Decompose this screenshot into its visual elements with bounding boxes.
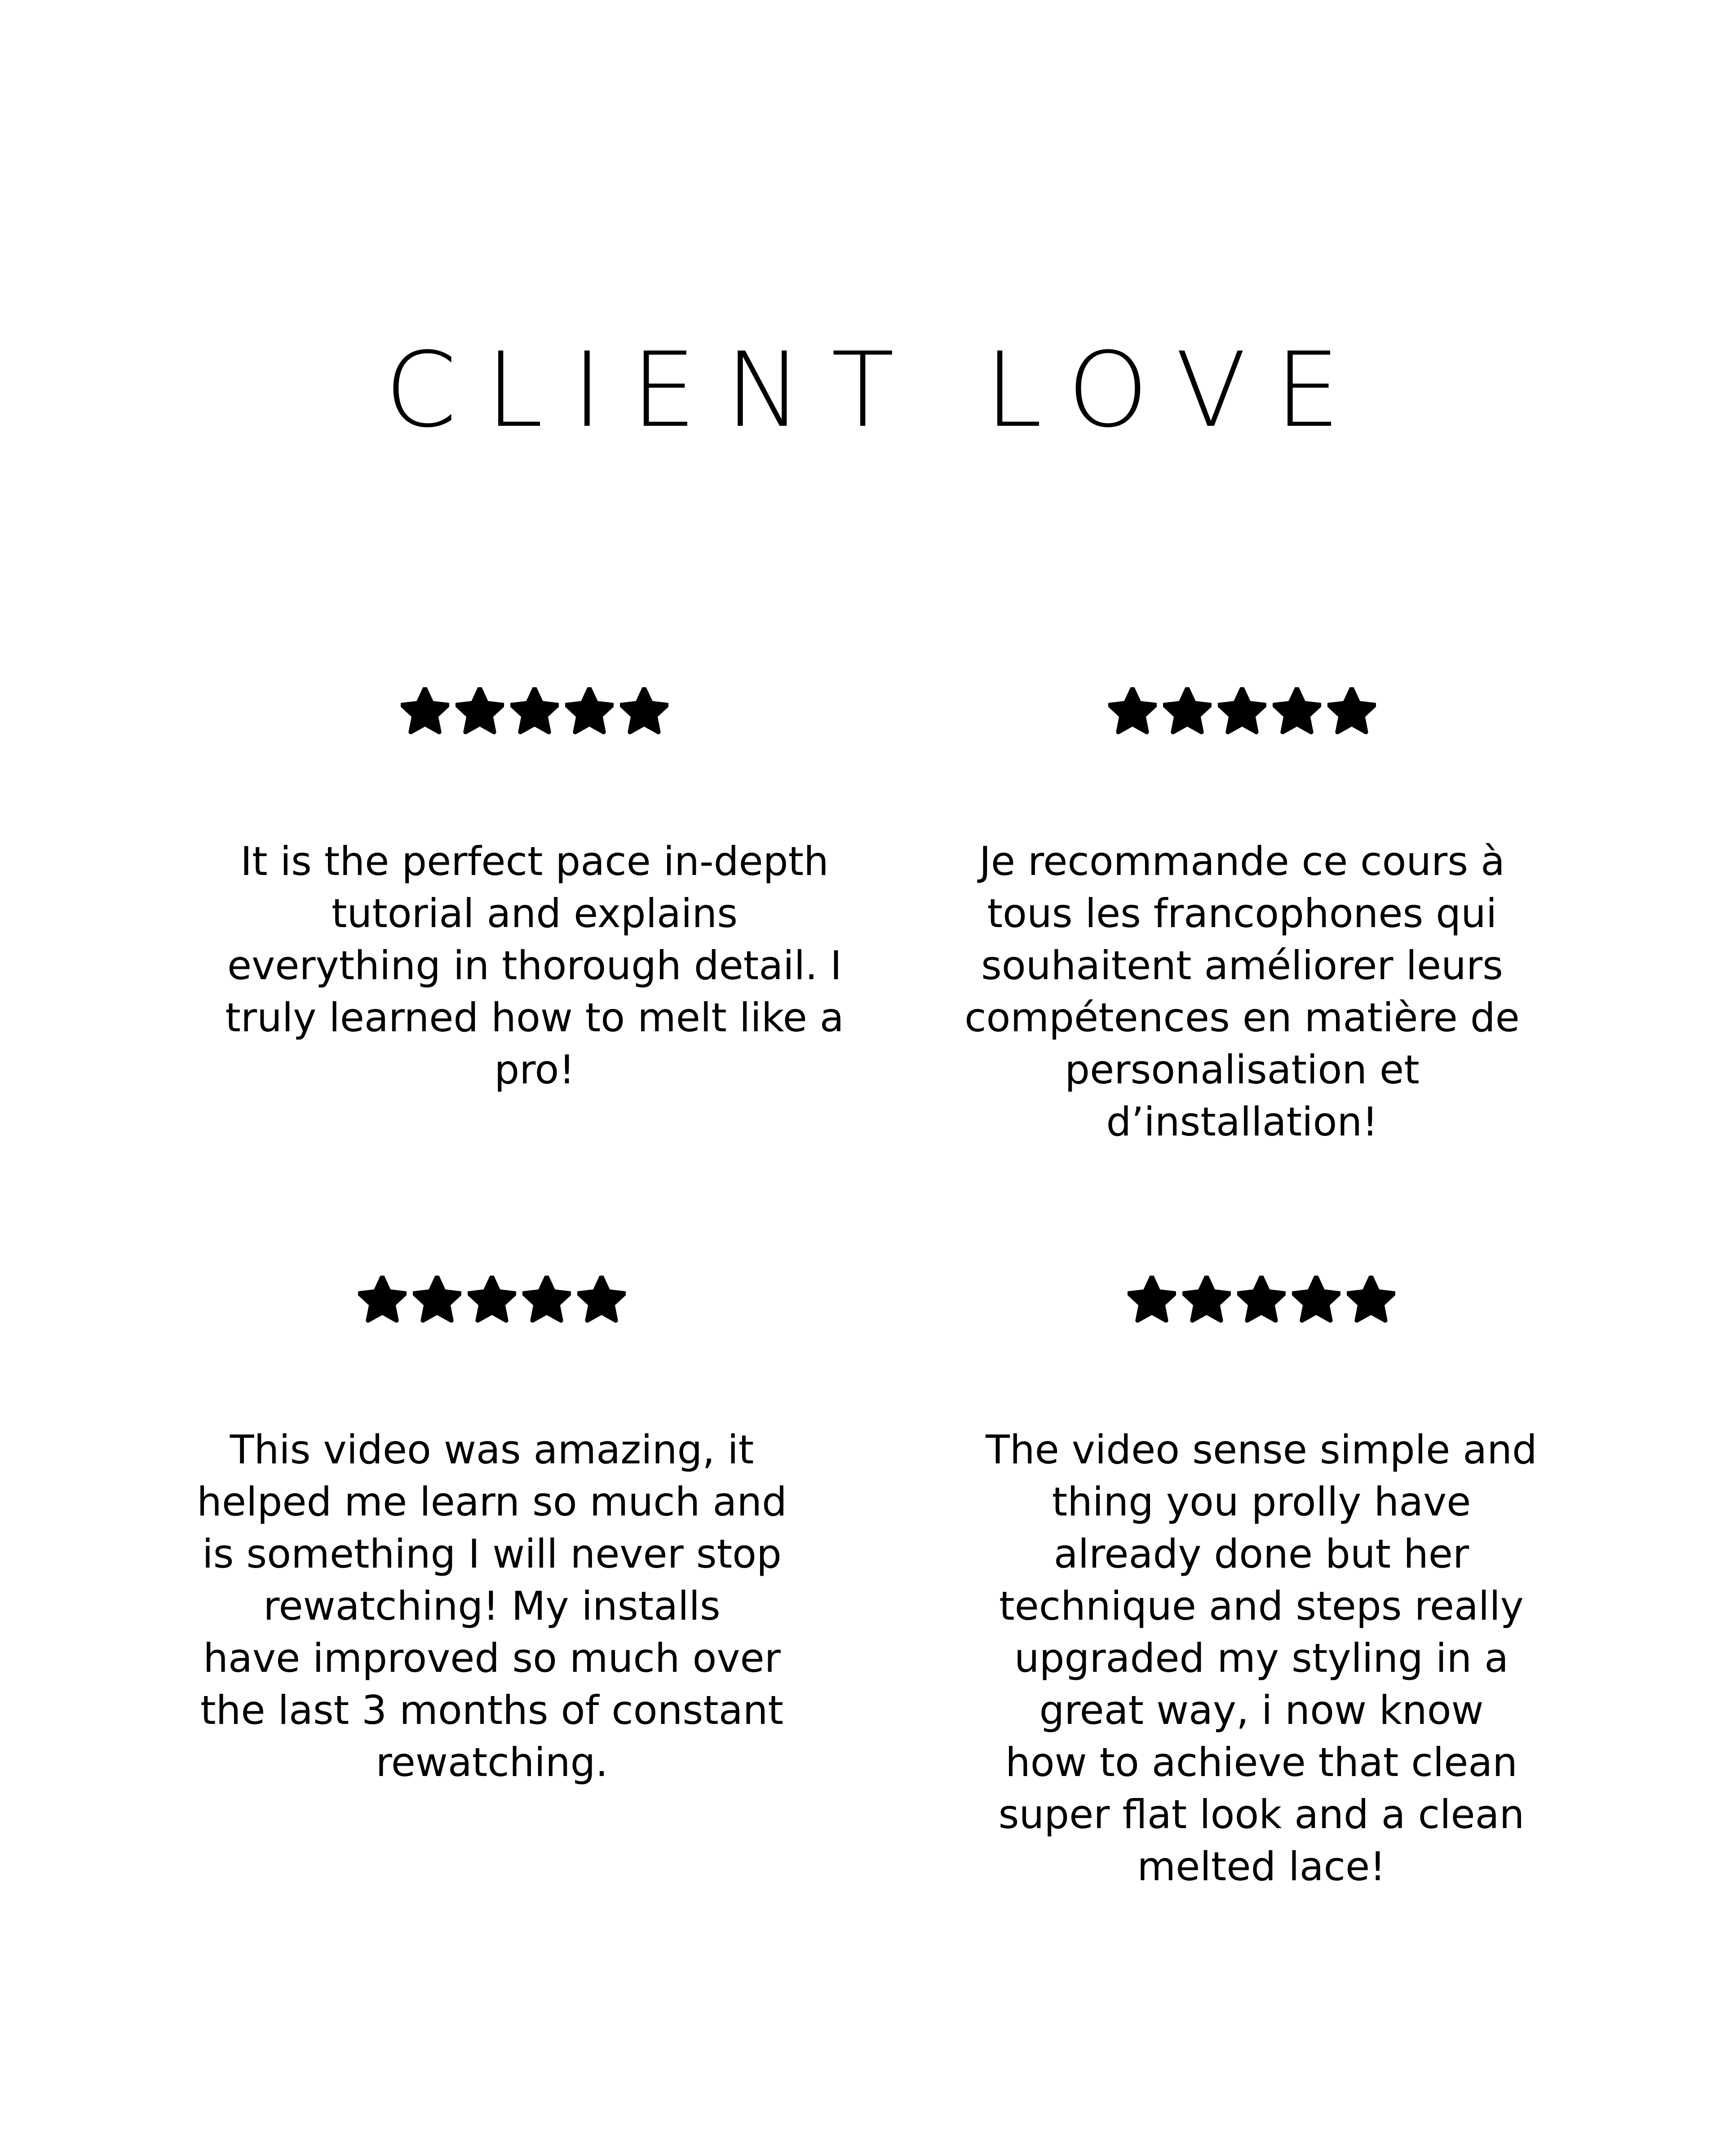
star-icon bbox=[1128, 1276, 1176, 1324]
star-icon bbox=[358, 1276, 407, 1324]
review-card bbox=[919, 687, 1566, 1148]
star-icon bbox=[1327, 687, 1376, 736]
star-icon bbox=[577, 1276, 626, 1324]
star-icon bbox=[413, 1276, 461, 1324]
star-rating bbox=[168, 1276, 815, 1330]
page-title: CLIENT LOVE bbox=[385, 331, 1369, 451]
star-icon bbox=[522, 1276, 571, 1324]
star-icon bbox=[1182, 1276, 1231, 1324]
star-icon bbox=[468, 1276, 516, 1324]
star-rating bbox=[919, 687, 1566, 741]
review-text: It is the perfect pace in-depth tutorial and explains everything in thorough detail. I truly learned how to melt like a pro! bbox=[225, 838, 844, 1093]
review-text: Je recommande ce cours à tous les francophones qui souhaitent améliorer leurs compétences en matière de personalisation et d’installation! bbox=[964, 838, 1520, 1145]
review-card bbox=[168, 1276, 815, 1789]
star-icon bbox=[1273, 687, 1321, 736]
star-icon bbox=[1347, 1276, 1395, 1324]
star-icon bbox=[1163, 687, 1212, 736]
star-icon bbox=[510, 687, 559, 736]
review-text: The video sense simple and thing you prolly have already done but her technique and steps really upgraded my styling in a great way, i now know how to achieve that clean super flat look and a clean melted lace! bbox=[986, 1427, 1537, 1890]
review-card bbox=[211, 687, 858, 1096]
star-icon bbox=[1108, 687, 1157, 736]
review-text: This video was amazing, it helped me learn so much and is something I will never stop rewatching! My installs have improved so much over the last 3 months of constant rewatching. bbox=[197, 1427, 787, 1785]
star-icon bbox=[1218, 687, 1266, 736]
star-icon bbox=[456, 687, 504, 736]
star-rating bbox=[211, 687, 858, 741]
star-icon bbox=[1237, 1276, 1286, 1324]
star-icon bbox=[565, 687, 614, 736]
star-icon bbox=[401, 687, 449, 736]
star-icon bbox=[620, 687, 668, 736]
star-rating bbox=[938, 1276, 1585, 1330]
star-icon bbox=[1292, 1276, 1340, 1324]
review-card bbox=[938, 1276, 1585, 1893]
